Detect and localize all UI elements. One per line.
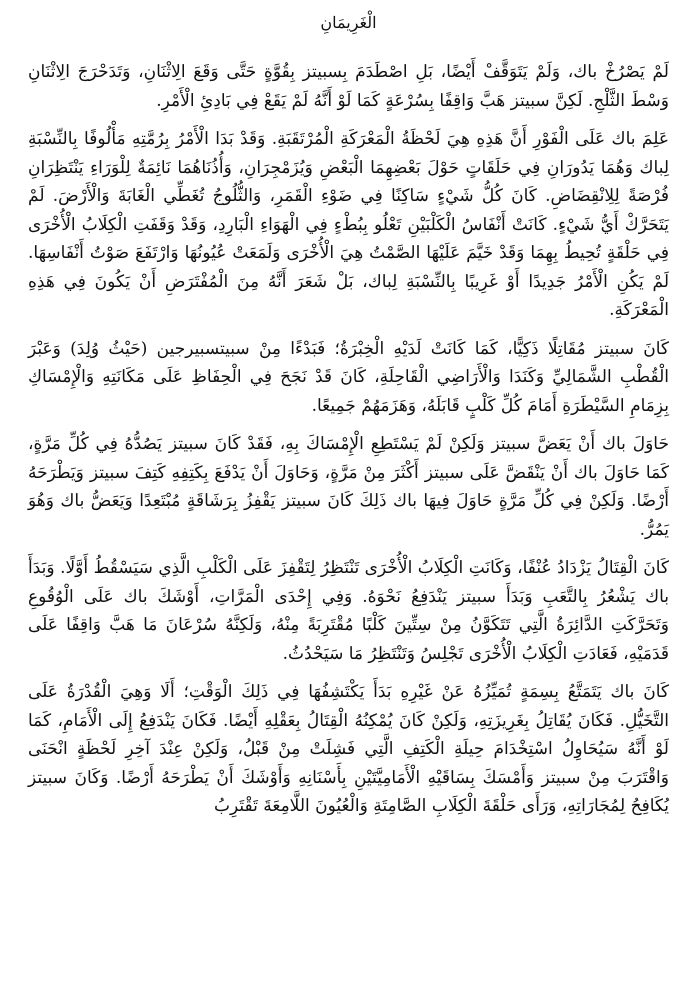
paragraph-2: عَلِمَ باك عَلَى الْفَوْرِ أَنَّ هَذِهِ هِيَ لَحْظَةُ الْمَعْرَكَةِ الْمُرْتَقَبَةِ. وَقَدْ بَدَا الْأَمْرُ بِرُمَّتِهِ مَأْلُوفًا بِالنِّسْبَةِ لِباك وَهُمَا يَدُورَانِ فِي حَلَقَاتٍ حَوْلَ بَعْضِهِمَا الْبَعْضِ وَيُزَمْجِرَانِ، وَأُذُنَاهُمَا نَائِمَةٌ لِلْوَرَاءِ يَنْتَظِرَانِ فُرْصَةً لِلِانْقِضَاضِ. كَانَ كُلُّ شَيْءٍ سَاكِنًا فِي ضَوْءِ الْقَمَرِ، وَالثُّلُوجُ تُغَطِّي الْغَابَةَ وَالْأَرْضَ. لَمْ يَتَحَرَّكْ أَيُّ شَيْءٍ. كَانَتْ أَنْفَاسُ الْكَلْبَيْنِ تَعْلُو بِبُطْءٍ فِي الْهَوَاءِ الْبَارِدِ، وَقَدْ وَقَفَتِ الْكِلَابُ الْأُخْرَى فِي حَلْقَةٍ تُحِيطُ بِهِمَا وَقَدْ خَيَّمَ عَلَيْهَا الصَّمْتُ هِيَ الْأُخْرَى وَلَمَعَتْ عُيُونُهَا وَارْتَفَعَ صَوْتُ أَنْفَاسِهَا. لَمْ يَكُنِ الْأَمْرُ جَدِيدًا أَوْ غَرِيبًا بِالنِّسْبَةِ لِباك، بَلْ شَعَرَ أَنَّهُ مِنَ الْمُفْتَرَضِ أَنْ يَكُونَ فِي هَذِهِ الْمَعْرَكَةِ. [28, 129, 669, 320]
paragraph-1: لَمْ يَصْرُخْ باك، وَلَمْ يَتَوَقَّفْ أَيْضًا، بَلِ اصْطَدَمَ بِسبيتز بِقُوَّةٍ حَتَّى وَقَعَ الِاثْنَانِ، وَتَدَحْرَجَ الِاثْنَانِ وَسْطَ الثَّلْجِ. لَكِنَّ سبيتز هَبَّ وَاقِفًا بِسُرْعَةٍ كَمَا لَوْ أَنَّهُ لَمْ يَقَعْ فِي بَادِئِ الْأَمْرِ. [28, 62, 669, 111]
paragraph-5: كَانَ الْقِتَالُ يَزْدَادُ عُنْفًا، وَكَانَتِ الْكِلَابُ الْأُخْرَى تَنْتَظِرُ لِتَقْفِزَ عَلَى الْكَلْبِ الَّذِي سَيَسْقُطُ أَوَّلًا. وَبَدَأَ باك يَشْعُرُ بِالتَّعَبِ وَبَدَأَ سبيتز يَنْدَفِعُ نَحْوَهُ. وَفِي إِحْدَى الْمَرَّاتِ، أَوْشَكَ باك عَلَى الْوُقُوعِ وَتَحَرَّكَتِ الدَّائِرَةُ الَّتِي تَتَكَوَّنُ مِنْ سِتِّينَ كَلْبًا مُقْتَرِبَةً مِنْهُ، وَلَكِنَّهُ سُرْعَانَ مَا هَبَّ وَاقِفًا عَلَى قَدَمَيْهِ، فَعَادَتِ الْكِلَابُ الْأُخْرَى تَجْلِسُ وَتَنْتَظِرُ مَا سَيَحْدُثُ. [28, 558, 669, 664]
paragraph-6: كَانَ باك يَتَمَتَّعُ بِسِمَةٍ تُمَيِّزُهُ عَنْ غَيْرِهِ بَدَأَ يَكْتَشِفُهَا فِي ذَلِكَ الْوَقْتِ؛ أَلَا وَهِيَ الْقُدْرَةُ عَلَى التَّخَيُّلِ. فَكَانَ يُقَاتِلُ بِغَرِيزَتِهِ، وَلَكِنْ كَانَ يُمْكِنُهُ الْقِتَالُ بِعَقْلِهِ أَيْضًا. فَكَانَ يَنْدَفِعُ إِلَى الْأَمَامِ، كَمَا لَوْ أَنَّهُ سَيُحَاوِلُ اسْتِخْدَامَ حِيلَةِ الْكَتِفِ الَّتِي فَشِلَتْ مِنْ قَبْلُ، وَلَكِنْ عِنْدَ آخِرِ لَحْظَةٍ انْحَنَى وَاقْتَرَبَ مِنْ سبيتز وَأَمْسَكَ بِسَاقَيْهِ الْأَمَامِيَّتَيْنِ بِأَسْنَانِهِ وَأَوْشَكَ أَنْ يَطْرَحَهُ أَرْضًا. وَكَانَ سبيتز يُكَافِحُ لِمُجَارَاتِهِ، وَرَأَى حَلْقَةَ الْكِلَابِ الصَّامِتَةِ وَالْعُيُونَ اللَّامِعَةَ تَقْتَرِبُ [28, 682, 669, 816]
paragraph-4: حَاوَلَ باك أَنْ يَعَضَّ سبيتز وَلَكِنْ لَمْ يَسْتَطِعِ الْإِمْسَاكَ بِهِ، فَقَدْ كَانَ سبيتز يَصُدُّهُ فِي كُلِّ مَرَّةٍ، كَمَا حَاوَلَ باك أَنْ يَنْقَضَّ عَلَى سبيتز أَكْثَرَ مِنْ مَرَّةٍ، وَحَاوَلَ أَنْ يَدْفَعَ بِكَتِفِهِ كَتِفَ سبيتز وَيَطْرَحَهُ أَرْضًا. وَلَكِنْ فِي كُلِّ مَرَّةٍ حَاوَلَ فِيهَا باك ذَلِكَ كَانَ سبيتز يَقْفِزُ بِرَشَاقَةٍ مُبْتَعِدًا وَيَعَضُّ باك وَهُوَ يَمُرُّ. [28, 434, 669, 540]
chapter-title: الْغَرِيمَانِ [320, 13, 377, 32]
paragraph-3: كَانَ سبيتز مُقَاتِلًا ذَكِيًّا، كَمَا كَانَتْ لَدَيْهِ الْخِبْرَةُ؛ فَبَدْءًا مِنْ سبيتسبيرجين (حَيْثُ وُلِدَ) وَعَبْرَ الْقُطْبِ الشَّمَالِيِّ وَكَنَدَا وَالْأَرَاضِي الْقَاحِلَةِ، كَانَ قَدْ نَجَحَ فِي الْحِفَاظِ عَلَى مَكَانَتِهِ وَالْإِمْسَاكِ بِزِمَامِ السَّيْطَرَةِ أَمَامَ كُلِّ كَلْبٍ قَابَلَهُ، وَهَزَمَهُمْ جَمِيعًا. [28, 338, 669, 416]
